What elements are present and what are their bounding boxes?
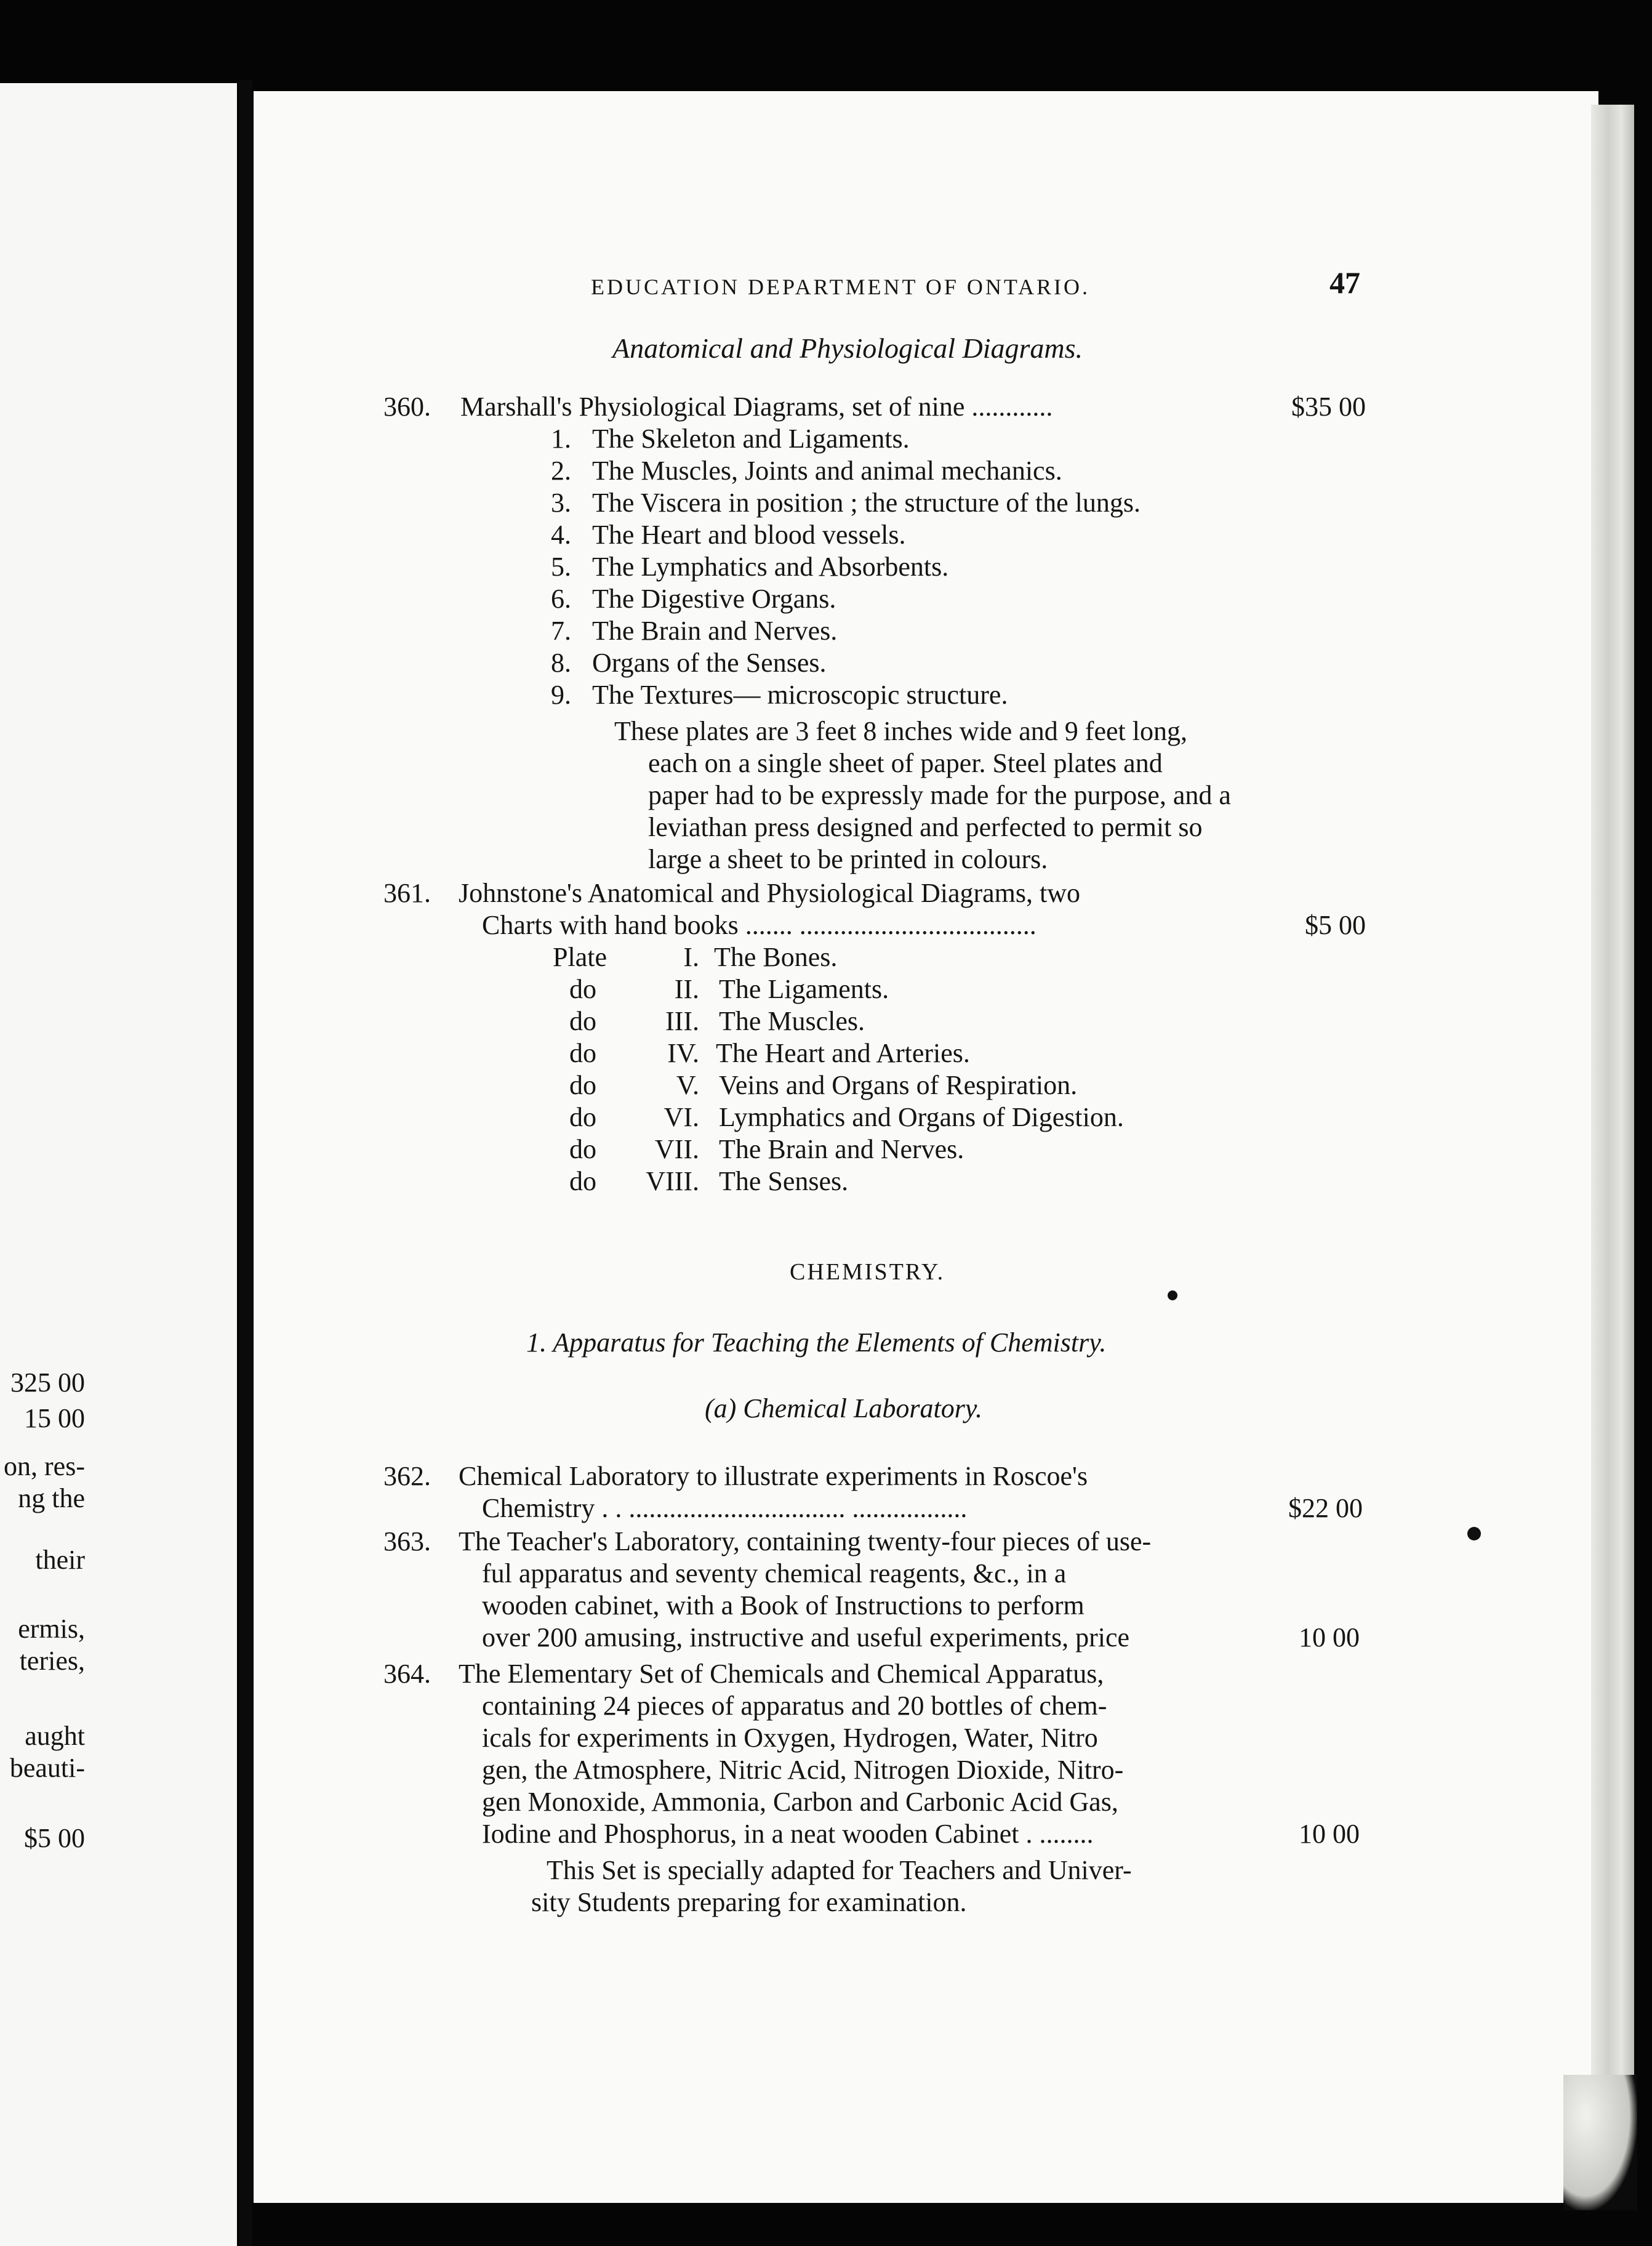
item-price: $35 00 [1291,392,1366,422]
left-fragment: $5 00 [24,1823,85,1853]
plate-number: 5. [551,552,571,582]
plate-roman: IV. [667,1038,699,1068]
plate-label: The Heart and Arteries. [716,1038,970,1068]
left-fragment: their [35,1545,85,1575]
item-price: $22 00 [1288,1493,1363,1523]
plate-label: The Textures— microscopic structure. [592,680,1008,710]
item-line: Iodine and Phosphorus, in a neat wooden Cabinet . ........ [482,1819,1094,1849]
item-title-cont: Chemistry . . ................................ ................. [482,1493,968,1523]
note-line: each on a single sheet of paper. Steel plates and [648,748,1163,778]
left-fragment: ng the [18,1483,85,1513]
note-line: These plates are 3 feet 8 inches wide and 9 feet long, [614,716,1187,746]
note-line: sity Students preparing for examination. [531,1887,967,1917]
left-fragment: aught [25,1721,85,1751]
plate-label: The Bones. [714,942,838,972]
item-line: icals for experiments in Oxygen, Hydrogen, Water, Nitro [482,1723,1098,1753]
plate-label: The Muscles. [719,1006,865,1036]
item-price: 10 00 [1299,1819,1360,1849]
item-title: Johnstone's Anatomical and Physiological Diagrams, two [459,878,1081,908]
plate-label: The Muscles, Joints and animal mechanics. [592,456,1062,486]
left-page [0,83,237,2246]
section-heading: CHEMISTRY. [790,1259,945,1285]
item-number: 364. [383,1659,431,1689]
item-price: $5 00 [1305,910,1366,940]
plate-prefix: do [569,1006,596,1036]
item-line: The Teacher's Laboratory, containing twenty-four pieces of use- [459,1526,1152,1556]
ink-speck [1467,1527,1481,1540]
item-number: 363. [383,1526,431,1556]
plate-prefix: do [569,1134,596,1164]
left-fragment: 325 00 [10,1367,85,1398]
plate-roman: II. [674,974,699,1004]
plate-prefix: Plate [553,942,607,972]
plate-number: 7. [551,616,571,646]
plate-label: The Heart and blood vessels. [592,520,906,550]
note-line: paper had to be expressly made for the purpose, and a [648,780,1231,810]
plate-prefix: do [569,1070,596,1100]
item-number: 362. [383,1461,431,1491]
plate-prefix: do [569,1038,596,1068]
plate-label: The Viscera in position ; the structure of the lungs. [592,488,1141,518]
page-edge [1591,105,1634,2198]
plate-number: 1. [551,424,571,454]
binding-gutter [239,80,252,2246]
item-price: 10 00 [1299,1622,1360,1652]
page-curl [1563,2075,1637,2210]
plate-prefix: do [569,974,596,1004]
item-title: Marshall's Physiological Diagrams, set of nine ............ [460,392,1053,422]
page-number: 47 [1329,265,1360,300]
plate-number: 8. [551,648,571,678]
left-fragment: 15 00 [24,1403,85,1433]
ink-speck [1168,1290,1177,1300]
item-line: over 200 amusing, instructive and useful experiments, price [482,1622,1130,1652]
item-line: gen, the Atmosphere, Nitric Acid, Nitrogen Dioxide, Nitro- [482,1755,1124,1785]
plate-roman: III. [665,1006,699,1036]
plate-label: The Digestive Organs. [592,584,836,614]
plate-roman: VIII. [646,1166,699,1196]
plate-number: 4. [551,520,571,550]
plate-label: The Lymphatics and Absorbents. [592,552,949,582]
item-line: The Elementary Set of Chemicals and Chemical Apparatus, [459,1659,1104,1689]
plate-prefix: do [569,1166,596,1196]
plate-label: The Brain and Nerves. [719,1134,964,1164]
plate-prefix: do [569,1102,596,1132]
plate-roman: VI. [664,1102,699,1132]
plate-roman: V. [676,1070,699,1100]
item-line: containing 24 pieces of apparatus and 20 bottles of chem- [482,1691,1107,1721]
note-line: leviathan press designed and perfected to permit so [648,812,1203,842]
plate-number: 6. [551,584,571,614]
item-line: wooden cabinet, with a Book of Instructions to perform [482,1590,1085,1620]
left-fragment: ermis, [18,1614,85,1644]
plate-label: Organs of the Senses. [592,648,827,678]
note-line: large a sheet to be printed in colours. [648,844,1048,874]
left-fragment: on, res- [4,1451,85,1481]
item-number: 360. [383,392,431,422]
plate-label: The Senses. [719,1166,849,1196]
item-number: 361. [383,878,431,908]
plate-number: 3. [551,488,571,518]
item-title-cont: Charts with hand books ....... ................................... [482,910,1037,940]
subsubsection-heading: (a) Chemical Laboratory. [705,1393,982,1423]
plate-number: 2. [551,456,571,486]
plate-number: 9. [551,680,571,710]
plate-label: Veins and Organs of Respiration. [719,1070,1078,1100]
plate-label: The Ligaments. [719,974,889,1004]
left-fragment: beauti- [9,1753,85,1783]
item-title: Chemical Laboratory to illustrate experiments in Roscoe's [459,1461,1088,1491]
plate-roman: VII. [654,1134,699,1164]
section-heading: Anatomical and Physiological Diagrams. [612,332,1083,364]
item-line: gen Monoxide, Ammonia, Carbon and Carbonic Acid Gas, [482,1787,1118,1817]
item-line: ful apparatus and seventy chemical reagents, &c., in a [482,1558,1067,1588]
note-line: This Set is specially adapted for Teachers and Univer- [547,1855,1132,1885]
plate-label: Lymphatics and Organs of Digestion. [719,1102,1124,1132]
running-header: EDUCATION DEPARTMENT OF ONTARIO. [591,275,1090,299]
plate-label: The Skeleton and Ligaments. [592,424,910,454]
left-fragment: teries, [19,1646,85,1676]
plate-roman: I. [683,942,699,972]
subsection-heading: 1. Apparatus for Teaching the Elements of Chemistry. [526,1327,1107,1358]
plate-label: The Brain and Nerves. [592,616,838,646]
